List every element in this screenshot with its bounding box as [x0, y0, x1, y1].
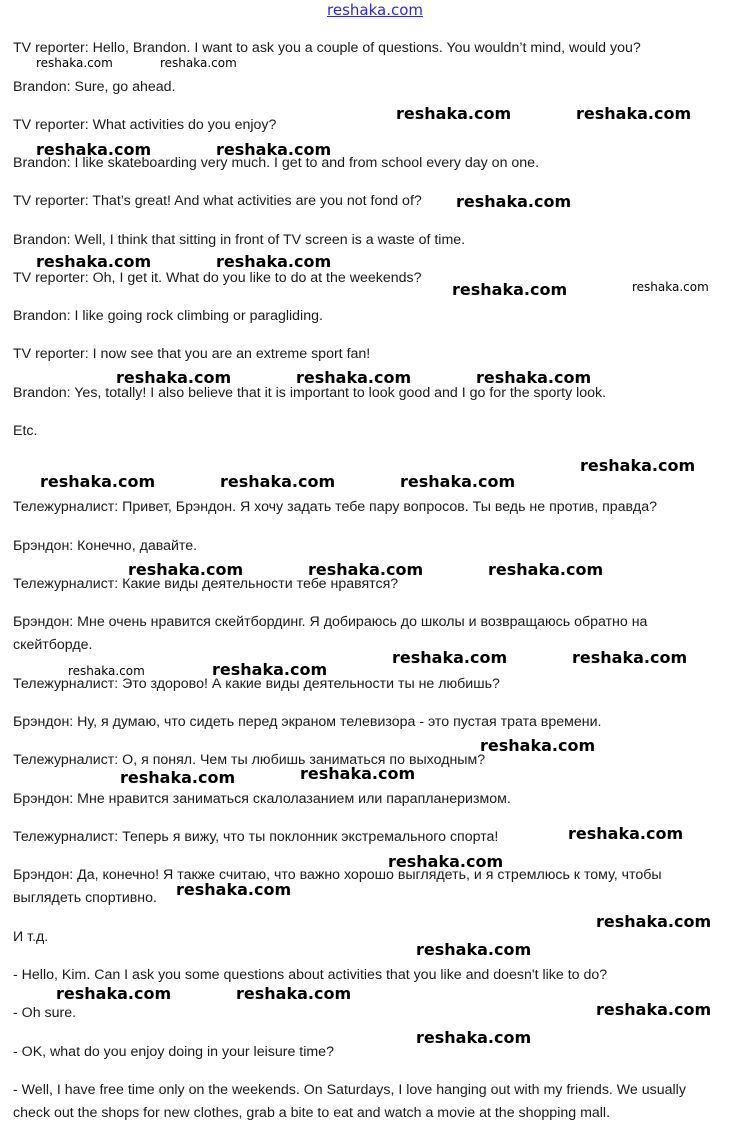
text-line: Брэндон: Мне нравится заниматься скалолазанием или парапланеризмом. [13, 791, 511, 807]
watermark: reshaka.com [300, 764, 416, 783]
text-line: TV reporter: Oh, I get it. What do you like to do at the weekends? [13, 270, 422, 286]
watermark: reshaka.com [396, 104, 512, 123]
text-line: Brandon: Sure, go ahead. [13, 79, 176, 95]
watermark: reshaka.com [128, 560, 244, 579]
watermark: reshaka.com [416, 1028, 532, 1047]
watermark: reshaka.com [216, 252, 332, 271]
text-line: Тележурналист: Это здорово! А какие виды деятельности ты не любишь? [13, 676, 500, 692]
watermark: reshaka.com [68, 664, 145, 678]
text-line: - Oh sure. [13, 1005, 77, 1021]
text-line: Тележурналист: Теперь я вижу, что ты поклонник экстремального спорта! [13, 829, 499, 845]
watermark: reshaka.com [488, 560, 604, 579]
text-line: TV reporter: Hello, Brandon. I want to ask you a couple of questions. You wouldn’t mind, would you? [13, 40, 641, 56]
text-line: Тележурналист: Какие виды деятельности тебе нравятся? [13, 576, 399, 592]
watermark: reshaka.com [568, 824, 684, 843]
text-line: TV reporter: I now see that you are an extreme sport fan! [13, 346, 371, 362]
watermark: reshaka.com [220, 472, 336, 491]
text-line: Brandon: Yes, totally! I also believe that it is important to look good and I go for the sporty look. [13, 385, 607, 401]
watermark: reshaka.com [296, 368, 412, 387]
text-line: Тележурналист: Привет, Брэндон. Я хочу задать тебе пару вопросов. Ты ведь не против, правда? [13, 499, 657, 515]
watermark: reshaka.com [480, 736, 596, 755]
text-line: - Hello, Kim. Can I ask you some questions about activities that you like and doesn't like to do? [13, 967, 608, 983]
watermark: reshaka.com [400, 472, 516, 491]
text-line: Brandon: Well, I think that sitting in front of TV screen is a waste of time. [13, 232, 466, 248]
watermark: reshaka.com [596, 1000, 712, 1019]
text-line: Брэндон: Мне очень нравится скейтбординг. Я добираюсь до школы и возвращаюсь обратно на скейтборде. [13, 614, 648, 653]
text-line: Brandon: I like skateboarding very much. I get to and from school every day on one. [13, 155, 540, 171]
text-line: TV reporter: What activities do you enjoy? [13, 117, 277, 133]
watermark: reshaka.com [596, 912, 712, 931]
watermark: reshaka.com [456, 192, 572, 211]
watermark: reshaka.com [36, 56, 113, 70]
watermark: reshaka.com [36, 140, 152, 159]
watermark: reshaka.com [236, 984, 352, 1003]
site-header-link[interactable]: reshaka.com [327, 1, 423, 19]
watermark: reshaka.com [476, 368, 592, 387]
watermark: reshaka.com [632, 280, 709, 294]
text-line: Brandon: I like going rock climbing or paragliding. [13, 308, 323, 324]
watermark: reshaka.com [56, 984, 172, 1003]
text-line: Etc. [13, 423, 38, 439]
text-line: Брэндон: Конечно, давайте. [13, 538, 198, 554]
watermark: reshaka.com [392, 648, 508, 667]
watermark: reshaka.com [572, 648, 688, 667]
watermark: reshaka.com [36, 252, 152, 271]
watermark: reshaka.com [580, 456, 696, 475]
text-line: TV reporter: That’s great! And what activities are you not fond of? [13, 193, 422, 209]
watermark: reshaka.com [576, 104, 692, 123]
watermark: reshaka.com [212, 660, 328, 679]
text-line: - OK, what do you enjoy doing in your leisure time? [13, 1044, 334, 1060]
watermark: reshaka.com [116, 368, 232, 387]
text-line: Тележурналист: О, я понял. Чем ты любишь заниматься по выходным? [13, 752, 486, 768]
watermark: reshaka.com [388, 852, 504, 871]
watermark: reshaka.com [216, 140, 332, 159]
text-line: И т.д. [13, 929, 49, 945]
watermark: reshaka.com [308, 560, 424, 579]
watermark: reshaka.com [416, 940, 532, 959]
watermark: reshaka.com [120, 768, 236, 787]
watermark: reshaka.com [40, 472, 156, 491]
text-line: Брэндон: Ну, я думаю, что сидеть перед экраном телевизора - это пустая трата времени. [13, 714, 602, 730]
text-line: Брэндон: Да, конечно! Я также считаю, что важно хорошо выглядеть, и я стремлюсь к тому, чтобы выглядеть спортивно. [13, 867, 662, 906]
text-line: - Well, I have free time only on the weekends. On Saturdays, I love hanging out with my friends. We usually check out the shops for new clothes, grab a bite to eat and watch a movie at the shopping mall. [13, 1082, 686, 1121]
watermark: reshaka.com [176, 880, 292, 899]
watermark: reshaka.com [452, 280, 568, 299]
watermark: reshaka.com [160, 56, 237, 70]
